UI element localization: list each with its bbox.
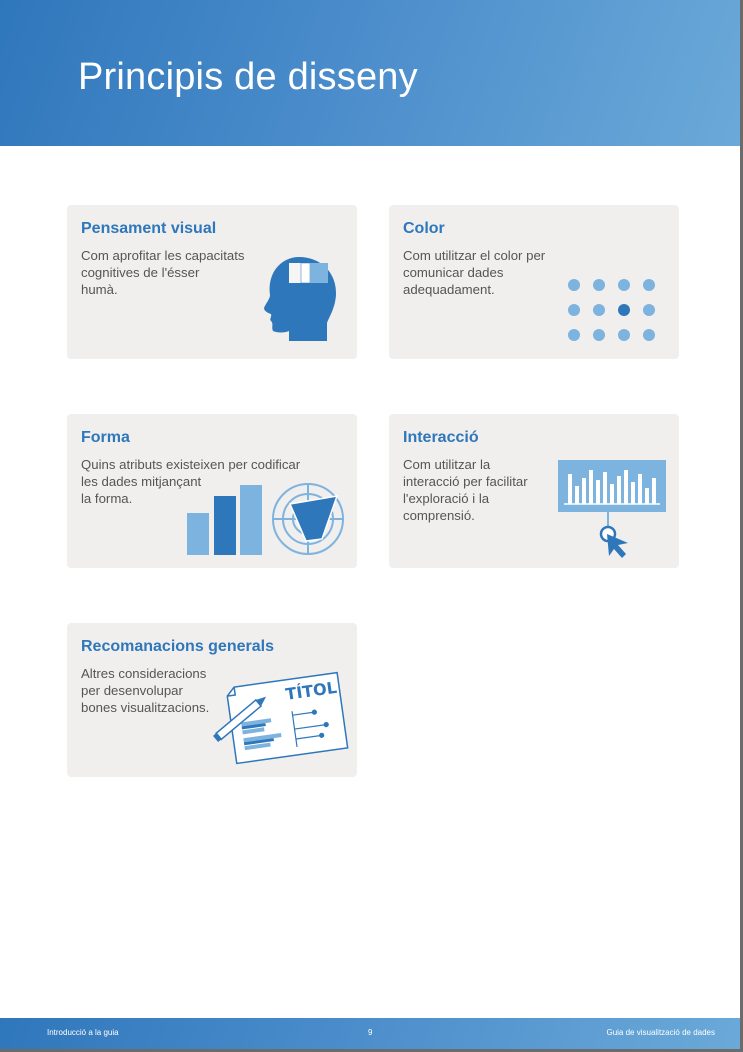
- card-title: Color: [403, 220, 445, 237]
- desc-line: Com utilitzar la: [403, 457, 491, 472]
- desc-line: humà.: [81, 282, 118, 297]
- card-description: [403, 247, 545, 298]
- page-footer: [0, 1018, 740, 1049]
- desc-line: comprensió.: [403, 508, 475, 523]
- desc-line: la forma.: [81, 491, 133, 506]
- desc-line: les dades mitjançant: [81, 474, 202, 489]
- desc-line: comunicar dades: [403, 265, 504, 280]
- footer-page-number: 9: [368, 1028, 373, 1037]
- card-title: Interacció: [403, 429, 479, 446]
- desc-line: l'exploració i la: [403, 491, 490, 506]
- page-header: [0, 0, 740, 146]
- shape-chart-icon: [185, 482, 349, 558]
- desc-line: cognitives de l'ésser: [81, 265, 200, 280]
- desc-line: Com utilitzar el color per: [403, 248, 546, 263]
- card-description: [81, 665, 209, 716]
- desc-line: bones visualitzacions.: [81, 700, 210, 715]
- card-interaccio[interactable]: [389, 414, 679, 568]
- illustration-title-text: TÍTOL: [284, 677, 339, 704]
- desc-line: Quins atributs existeixen per codificar: [81, 457, 301, 472]
- dot-grid-icon: [563, 275, 663, 341]
- card-recomanacions-generals[interactable]: [67, 623, 357, 777]
- footer-section-title: Introducció a la guia: [47, 1028, 119, 1037]
- card-description: [403, 456, 528, 524]
- document-pencil-icon: [207, 671, 353, 767]
- interaction-chart-icon: [556, 458, 668, 560]
- desc-line: Com aprofitar les capacitats: [81, 248, 245, 263]
- desc-line: interacció per facilitar: [403, 474, 528, 489]
- desc-line: adequadament.: [403, 282, 495, 297]
- head-icon: [259, 255, 341, 343]
- card-title: Recomanacions generals: [81, 638, 274, 655]
- desc-line: per desenvolupar: [81, 683, 183, 698]
- card-forma[interactable]: [67, 414, 357, 568]
- card-pensament-visual[interactable]: [67, 205, 357, 359]
- desc-line: Altres consideracions: [81, 666, 207, 681]
- card-title: Pensament visual: [81, 220, 217, 237]
- page-title: Principis de disseny: [78, 56, 418, 98]
- card-title: Forma: [81, 429, 130, 446]
- card-description: [81, 247, 244, 298]
- footer-document-title: Guia de visualització de dades: [606, 1028, 715, 1037]
- card-color[interactable]: [389, 205, 679, 359]
